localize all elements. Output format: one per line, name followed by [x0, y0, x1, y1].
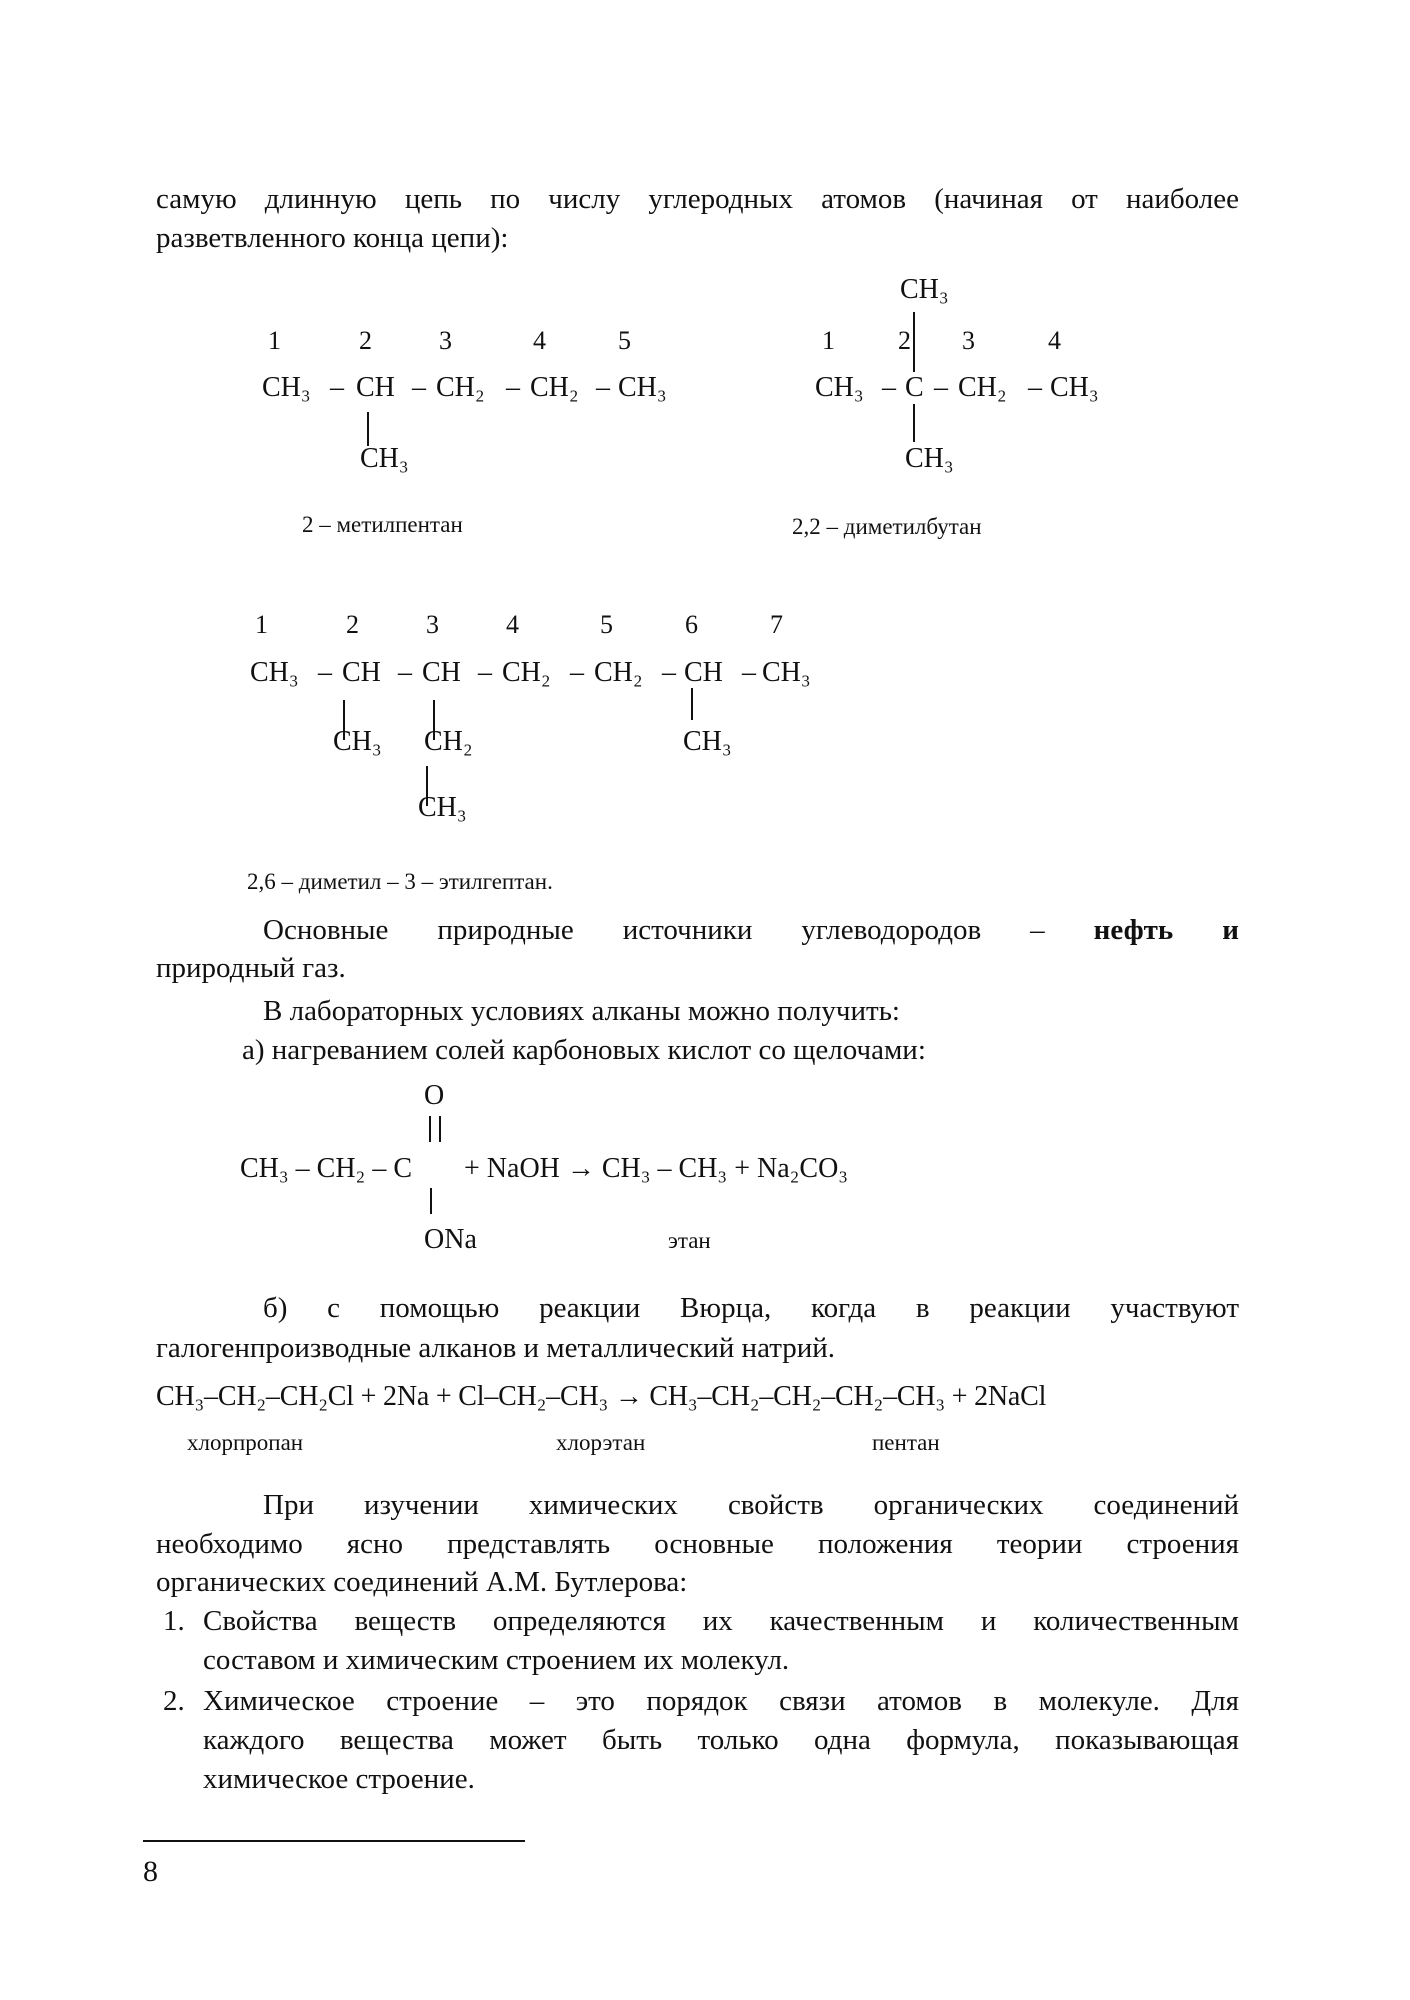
compound-name: 2,6 – диметил – 3 – этилгептан. — [247, 869, 553, 894]
para-theory-line-2: необходимо ясно представлять основные положения теории строения — [156, 1528, 1239, 1560]
bond: – — [398, 657, 412, 688]
chain-group: CH₂ — [436, 372, 485, 403]
list-item-line-1: Свойства веществ определяются их качественным и количественным — [203, 1605, 1239, 1637]
bond: – — [412, 372, 426, 403]
atom-number: 3 — [962, 326, 975, 355]
para-sources-line-1 — [263, 914, 1239, 947]
atom-number: 1 — [255, 610, 268, 639]
chain-group: CH₃ — [618, 372, 667, 403]
bond-line — [430, 1188, 432, 1214]
bond: – — [882, 372, 896, 403]
atom-number: 1 — [822, 326, 835, 355]
chain-group: CH₂ — [502, 657, 551, 688]
chain-group: CH₃ — [1050, 372, 1099, 403]
word: природные — [437, 914, 574, 946]
atom-number: 3 — [426, 610, 439, 639]
item-a: а) нагреванием солей карбоновых кислот со щелочами: — [242, 1034, 926, 1066]
atom-number: 6 — [685, 610, 698, 639]
bond-line — [691, 688, 693, 720]
branch-group: CH₃ — [418, 792, 467, 823]
chain-group: CH — [684, 657, 723, 688]
reactant-name: хлорпропан — [187, 1430, 304, 1455]
reaction-wurtz: CH₃–CH₂–CH₂Cl + 2Na + Cl–CH₂–CH₃ → CH₃–CH₂–CH₂–CH₂–CH₃ + 2NaCl — [156, 1381, 1047, 1412]
bond: – — [934, 372, 948, 403]
word: источники — [622, 914, 753, 946]
atom-number: 1 — [268, 326, 281, 355]
bond: – — [596, 372, 610, 403]
footnote-divider — [143, 1840, 525, 1842]
product-name: пентан — [872, 1430, 940, 1455]
branch-group: CH₃ — [900, 274, 949, 305]
chain-group: CH — [422, 657, 461, 688]
list-item-line-2: каждого вещества может быть только одна формула, показывающая — [203, 1724, 1239, 1756]
intro-line-1: самую длинную цепь по числу углеродных атомов (начиная от наиболее — [156, 183, 1239, 215]
bold-term-oil: нефть — [1093, 914, 1174, 946]
reaction-rest: + NaOH → CH₃ – CH₃ + Na₂CO₃ — [464, 1153, 849, 1184]
para-theory-line-1: При изучении химических свойств органических соединений — [263, 1489, 1239, 1521]
double-bond-line — [429, 1116, 431, 1142]
bond-line — [367, 412, 369, 446]
atom-number: 3 — [439, 326, 452, 355]
chain-group: CH₃ — [250, 657, 299, 688]
chain-group: CH₃ — [815, 372, 864, 403]
reactant-formula: CH₃ – CH₂ – C — [240, 1153, 412, 1184]
word: – — [1030, 914, 1045, 946]
chain-group: CH — [356, 372, 395, 403]
atom-number: 7 — [770, 610, 783, 639]
atom-number: 5 — [618, 326, 631, 355]
list-number: 2. — [163, 1685, 185, 1717]
compound-name: 2,2 – диметилбутан — [792, 514, 982, 539]
branch-group: CH₃ — [360, 443, 409, 474]
reactant-name: хлорэтан — [556, 1430, 646, 1455]
atom-number: 5 — [600, 610, 613, 639]
list-item-line-2: составом и химическим строением их молекул. — [203, 1644, 790, 1676]
item-b-line-2: галогенпроизводные алканов и металлический натрий. — [156, 1332, 836, 1364]
bond: – — [662, 657, 676, 688]
item-b-line-1: б) с помощью реакции Вюрца, когда в реакции участвуют — [263, 1292, 1239, 1324]
oxygen-atom: O — [424, 1080, 445, 1111]
atom-number: 2 — [346, 610, 359, 639]
chain-group: CH₂ — [958, 372, 1007, 403]
double-bond-line — [439, 1116, 441, 1142]
atom-number: 4 — [1048, 326, 1061, 355]
bond: – — [330, 372, 344, 403]
list-item-line-3: химическое строение. — [203, 1763, 475, 1795]
intro-line-2: разветвленного конца цепи): — [156, 222, 509, 254]
atom-number: 2 — [898, 326, 911, 355]
bond: – — [570, 657, 584, 688]
bond: – — [1028, 372, 1042, 403]
ona-group: ONa — [424, 1224, 477, 1255]
chain-group: CH₂ — [530, 372, 579, 403]
word: углеводородов — [801, 914, 982, 946]
atom-number: 2 — [359, 326, 372, 355]
list-number: 1. — [163, 1605, 185, 1637]
branch-group: CH₂ — [424, 726, 473, 757]
bond: – — [742, 657, 756, 688]
bond: – — [318, 657, 332, 688]
branch-group: CH₃ — [683, 726, 732, 757]
chain-group: CH — [342, 657, 381, 688]
branch-group: CH₃ — [333, 726, 382, 757]
branch-group: CH₃ — [905, 443, 954, 474]
atom-number: 4 — [506, 610, 519, 639]
word: и — [1222, 914, 1239, 946]
chain-group: CH₃ — [762, 657, 811, 688]
para-sources-line-2: природный газ. — [156, 952, 346, 984]
list-item-line-1: Химическое строение – это порядок связи атомов в молекуле. Для — [203, 1685, 1239, 1717]
bond: – — [478, 657, 492, 688]
chain-group: C — [905, 372, 924, 403]
chain-group: CH₃ — [262, 372, 311, 403]
word: Основные — [263, 914, 389, 946]
bond: – — [506, 372, 520, 403]
product-name: этан — [668, 1228, 711, 1253]
page-number: 8 — [143, 1855, 158, 1888]
para-theory-line-3: органических соединений А.М. Бутлерова: — [156, 1566, 688, 1598]
atom-number: 4 — [533, 326, 546, 355]
compound-name: 2 – метилпентан — [302, 512, 463, 537]
para-laboratory: В лабораторных условиях алканы можно получить: — [263, 995, 900, 1027]
chain-group: CH₂ — [594, 657, 643, 688]
